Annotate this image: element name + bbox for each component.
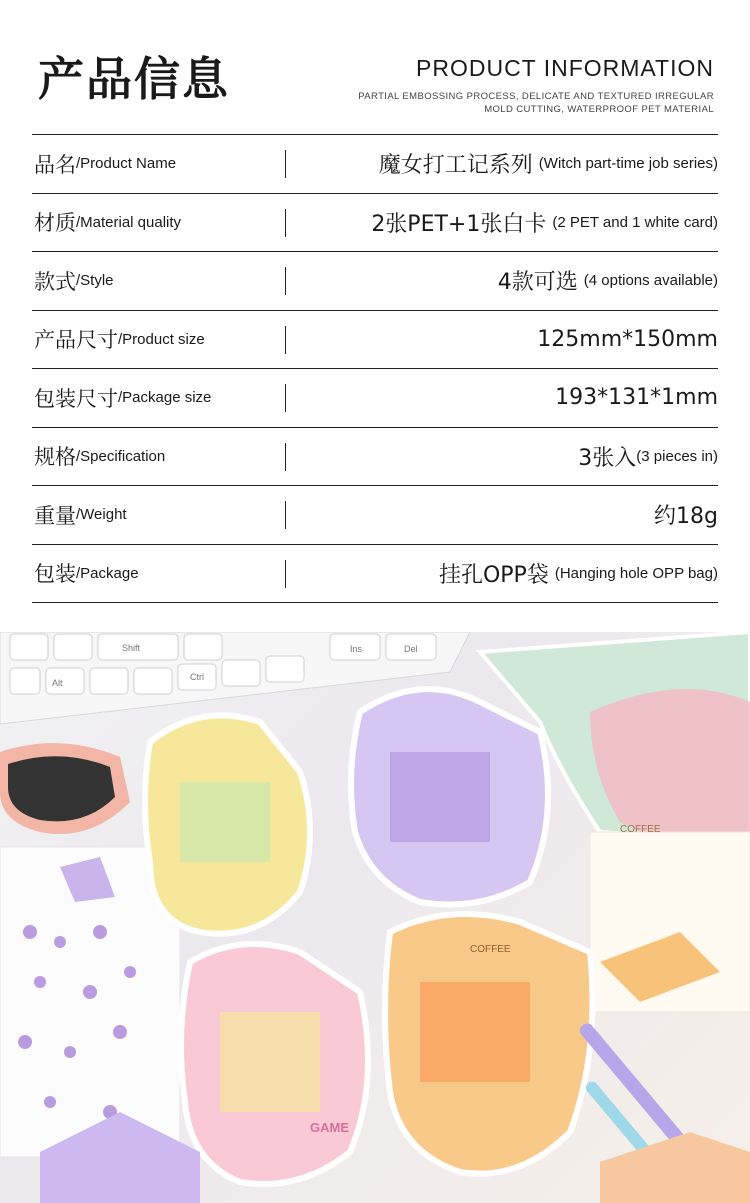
sunglasses: [0, 743, 130, 834]
row-label: [34, 194, 181, 252]
subtitle-line-2: MOLD CUTTING, WATERPROOF PET MATERIAL: [484, 104, 714, 115]
row-value: [498, 252, 718, 310]
label-en: /Style: [76, 272, 114, 290]
coffee-room-floor: [420, 982, 530, 1082]
product-info-table: [32, 134, 718, 603]
column-divider: [285, 443, 286, 471]
row-label: [34, 369, 211, 427]
key-label-ctrl: Ctrl: [190, 672, 204, 682]
page-title-cn: 产品信息: [38, 52, 230, 106]
table-row-style: [32, 252, 718, 311]
label-en: /Material quality: [76, 213, 182, 231]
column-divider: [285, 150, 286, 178]
yellow-room-floor: [180, 782, 270, 862]
row-label: [34, 252, 114, 310]
row-value: [537, 311, 718, 369]
value-cn: 挂孔OPP袋: [438, 562, 549, 588]
label-cn: 重量: [34, 503, 76, 528]
value-cn: 4款可选: [497, 270, 578, 296]
column-divider: [285, 384, 286, 412]
key-label-del: Del: [404, 644, 418, 654]
label-en: /Package: [76, 564, 139, 582]
row-label: [34, 135, 176, 193]
page-header: [0, 0, 750, 134]
value-cn: 魔女打工记系列: [378, 153, 533, 179]
row-label: [34, 486, 127, 544]
column-divider: [285, 267, 286, 295]
page-subtitle: [334, 90, 714, 116]
label-en: /Product size: [118, 330, 205, 348]
table-row-weight: [32, 486, 718, 545]
row-label: [34, 428, 165, 486]
row-value: [439, 545, 718, 603]
coffee-sign: COFFEE: [470, 944, 511, 955]
label-cn: 材质: [34, 211, 76, 236]
column-divider: [285, 501, 286, 529]
table-row-product-name: [32, 135, 718, 194]
row-value: [379, 135, 718, 193]
value-cn: 约18g: [654, 504, 718, 530]
value-en: (4 options available): [583, 272, 718, 290]
label-cn: 规格: [34, 445, 76, 470]
row-label: [34, 545, 139, 603]
purple-room-floor: [390, 752, 490, 842]
coffee-label-right: COFFEE: [620, 824, 661, 835]
row-value: [654, 486, 718, 544]
game-sign: GAME: [310, 1120, 349, 1135]
value-en: (3 pieces in): [636, 447, 718, 465]
label-cn: 包装: [34, 562, 76, 587]
label-en: /Package size: [118, 389, 212, 407]
value-en: (2 PET and 1 white card): [552, 213, 718, 231]
product-photo: [0, 632, 750, 1203]
key-label-shift: Shift: [122, 643, 141, 653]
label-cn: 包装尺寸: [34, 386, 118, 411]
column-divider: [285, 209, 286, 237]
label-cn: 产品尺寸: [34, 328, 118, 353]
value-en: (Witch part-time job series): [538, 155, 718, 173]
label-en: /Weight: [76, 506, 127, 524]
value-cn: 193*131*1mm: [555, 385, 718, 411]
value-en: (Hanging hole OPP bag): [554, 564, 718, 582]
page-title-en: PRODUCT INFORMATION: [416, 55, 714, 81]
value-cn: 2张PET+1张白卡: [371, 211, 547, 237]
label-cn: 款式: [34, 269, 76, 294]
row-value: [578, 428, 718, 486]
sticker-illustration: [0, 632, 750, 1203]
table-row-specification: [32, 428, 718, 487]
row-value: [555, 369, 718, 427]
subtitle-line-1: PARTIAL EMBOSSING PROCESS, DELICATE AND TEXTURED IRREGULAR: [358, 91, 714, 102]
column-divider: [285, 326, 286, 354]
value-cn: 3张入: [578, 445, 637, 471]
table-row-product-size: [32, 311, 718, 370]
key-label-alt: Alt: [52, 678, 63, 688]
row-value: [371, 194, 718, 252]
table-row-material: [32, 194, 718, 253]
value-cn: 125mm*150mm: [537, 326, 718, 352]
label-en: /Specification: [76, 447, 166, 465]
pink-room-floor: [220, 1012, 320, 1112]
label-cn: 品名: [34, 152, 76, 177]
label-en: /Product Name: [76, 155, 177, 173]
orange-block-bottom: [600, 1132, 750, 1203]
column-divider: [285, 560, 286, 588]
row-label: [34, 311, 205, 369]
key-label-ins: Ins: [350, 644, 363, 654]
table-row-package-size: [32, 369, 718, 428]
table-row-package: [32, 545, 718, 604]
